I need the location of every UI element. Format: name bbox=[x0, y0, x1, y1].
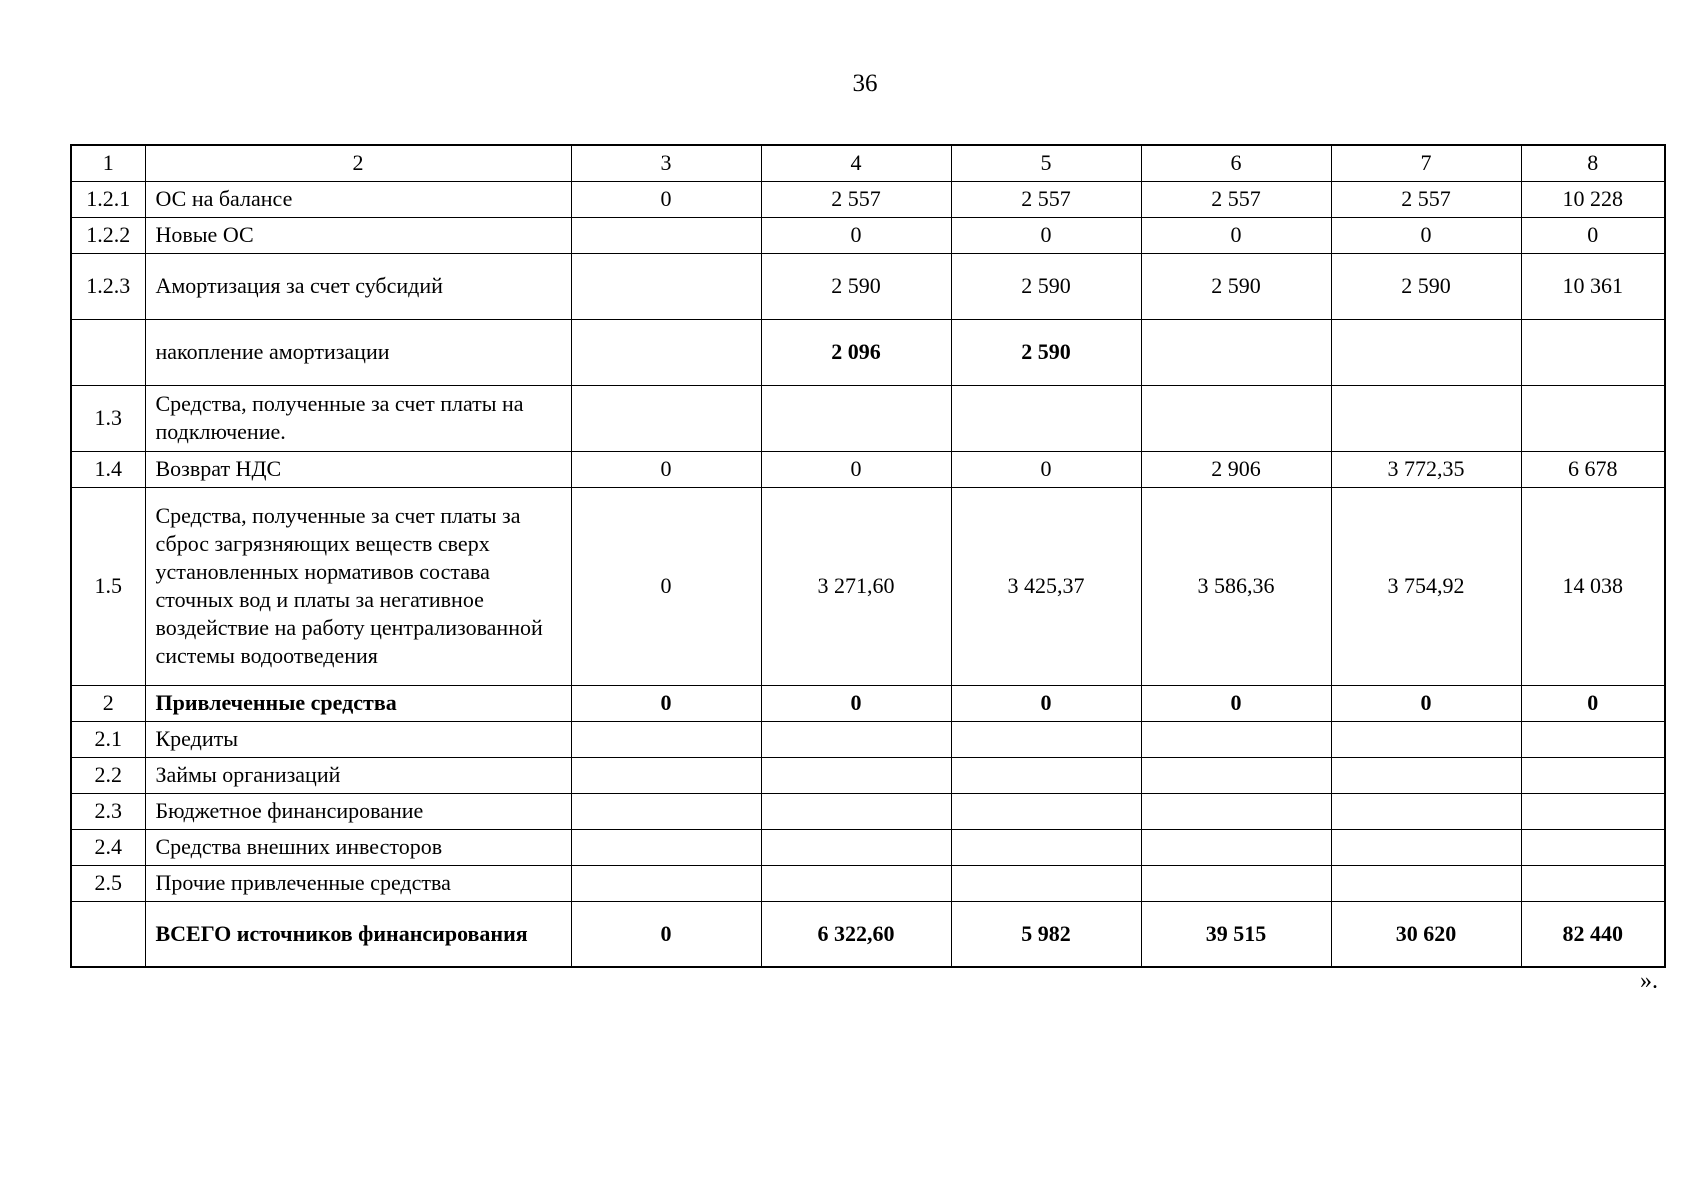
table-row bbox=[71, 829, 1665, 865]
value-cell bbox=[1141, 829, 1331, 865]
row-number: 2 bbox=[71, 685, 145, 721]
value-cell bbox=[1141, 319, 1331, 385]
row-name: Займы организаций bbox=[145, 757, 571, 793]
value-cell: 0 bbox=[761, 685, 951, 721]
financing-table bbox=[70, 144, 1666, 968]
value-cell: 0 bbox=[761, 217, 951, 253]
row-name: ВСЕГО источников финансирования bbox=[145, 901, 571, 967]
value-cell: 3 425,37 bbox=[951, 487, 1141, 685]
value-cell: 3 271,60 bbox=[761, 487, 951, 685]
value-cell: 0 bbox=[571, 451, 761, 487]
row-number bbox=[71, 901, 145, 967]
value-cell bbox=[1521, 793, 1665, 829]
row-number: 2.5 bbox=[71, 865, 145, 901]
row-name: Новые ОС bbox=[145, 217, 571, 253]
value-cell bbox=[1521, 721, 1665, 757]
value-cell: 2 590 bbox=[951, 319, 1141, 385]
row-name: ОС на балансе bbox=[145, 181, 571, 217]
value-cell bbox=[1521, 829, 1665, 865]
value-cell: 0 bbox=[571, 181, 761, 217]
table-row bbox=[71, 451, 1665, 487]
value-cell: 6 322,60 bbox=[761, 901, 951, 967]
value-cell bbox=[1141, 721, 1331, 757]
row-name: накопление амортизации bbox=[145, 319, 571, 385]
value-cell bbox=[571, 829, 761, 865]
value-cell bbox=[1331, 721, 1521, 757]
value-cell: 0 bbox=[571, 901, 761, 967]
value-cell bbox=[571, 217, 761, 253]
row-number bbox=[71, 319, 145, 385]
row-name: Прочие привлеченные средства bbox=[145, 865, 571, 901]
table-row bbox=[71, 253, 1665, 319]
table-row bbox=[71, 721, 1665, 757]
value-cell bbox=[571, 793, 761, 829]
value-cell bbox=[951, 793, 1141, 829]
value-cell bbox=[1331, 793, 1521, 829]
row-name: Амортизация за счет субсидий bbox=[145, 253, 571, 319]
value-cell: 0 bbox=[951, 217, 1141, 253]
row-number: 1.5 bbox=[71, 487, 145, 685]
value-cell bbox=[571, 385, 761, 451]
value-cell bbox=[1521, 385, 1665, 451]
header-cell: 5 bbox=[951, 145, 1141, 181]
value-cell: 10 228 bbox=[1521, 181, 1665, 217]
value-cell bbox=[761, 865, 951, 901]
row-name: Бюджетное финансирование bbox=[145, 793, 571, 829]
table-row bbox=[71, 181, 1665, 217]
row-name: Привлеченные средства bbox=[145, 685, 571, 721]
value-cell bbox=[761, 757, 951, 793]
page-number: 36 bbox=[852, 70, 878, 97]
value-cell: 10 361 bbox=[1521, 253, 1665, 319]
value-cell: 0 bbox=[571, 487, 761, 685]
row-number: 1.4 bbox=[71, 451, 145, 487]
row-name: Возврат НДС bbox=[145, 451, 571, 487]
header-cell: 8 bbox=[1521, 145, 1665, 181]
value-cell bbox=[1521, 865, 1665, 901]
value-cell: 3 586,36 bbox=[1141, 487, 1331, 685]
value-cell: 3 772,35 bbox=[1331, 451, 1521, 487]
value-cell: 39 515 bbox=[1141, 901, 1331, 967]
value-cell bbox=[1331, 865, 1521, 901]
row-number: 1.2.2 bbox=[71, 217, 145, 253]
value-cell: 2 557 bbox=[761, 181, 951, 217]
value-cell: 2 557 bbox=[1141, 181, 1331, 217]
row-number: 2.2 bbox=[71, 757, 145, 793]
table-row bbox=[71, 757, 1665, 793]
value-cell: 0 bbox=[1521, 685, 1665, 721]
value-cell bbox=[761, 793, 951, 829]
header-cell: 6 bbox=[1141, 145, 1331, 181]
value-cell bbox=[1521, 757, 1665, 793]
value-cell: 5 982 bbox=[951, 901, 1141, 967]
row-number: 1.3 bbox=[71, 385, 145, 451]
value-cell: 82 440 bbox=[1521, 901, 1665, 967]
value-cell: 30 620 bbox=[1331, 901, 1521, 967]
value-cell bbox=[761, 721, 951, 757]
value-cell bbox=[1141, 865, 1331, 901]
value-cell: 2 557 bbox=[1331, 181, 1521, 217]
value-cell: 0 bbox=[571, 685, 761, 721]
value-cell: 0 bbox=[1331, 685, 1521, 721]
table-row bbox=[71, 487, 1665, 685]
header-cell: 3 bbox=[571, 145, 761, 181]
value-cell bbox=[1331, 829, 1521, 865]
table-header-row bbox=[71, 145, 1665, 181]
row-name: Кредиты bbox=[145, 721, 571, 757]
value-cell: 2 590 bbox=[1141, 253, 1331, 319]
row-name: Средства, полученные за счет платы на подключение. bbox=[145, 385, 571, 451]
value-cell: 2 096 bbox=[761, 319, 951, 385]
row-name: Средства внешних инвесторов bbox=[145, 829, 571, 865]
value-cell: 2 590 bbox=[1331, 253, 1521, 319]
value-cell: 0 bbox=[1521, 217, 1665, 253]
header-cell: 4 bbox=[761, 145, 951, 181]
value-cell: 2 590 bbox=[951, 253, 1141, 319]
row-number: 1.2.3 bbox=[71, 253, 145, 319]
value-cell bbox=[1331, 757, 1521, 793]
table-row bbox=[71, 217, 1665, 253]
value-cell bbox=[951, 865, 1141, 901]
table-row bbox=[71, 793, 1665, 829]
value-cell bbox=[1141, 757, 1331, 793]
value-cell bbox=[951, 385, 1141, 451]
value-cell: 0 bbox=[951, 451, 1141, 487]
table-total-row bbox=[71, 901, 1665, 967]
header-cell: 7 bbox=[1331, 145, 1521, 181]
closing-quote-mark: ». bbox=[1640, 968, 1658, 994]
value-cell bbox=[1331, 319, 1521, 385]
value-cell: 0 bbox=[1331, 217, 1521, 253]
table-row bbox=[71, 865, 1665, 901]
value-cell bbox=[951, 757, 1141, 793]
value-cell: 2 590 bbox=[761, 253, 951, 319]
value-cell bbox=[761, 829, 951, 865]
value-cell bbox=[1141, 793, 1331, 829]
value-cell: 0 bbox=[1141, 685, 1331, 721]
row-number: 1.2.1 bbox=[71, 181, 145, 217]
value-cell: 0 bbox=[951, 685, 1141, 721]
value-cell bbox=[571, 319, 761, 385]
value-cell: 14 038 bbox=[1521, 487, 1665, 685]
row-number: 2.3 bbox=[71, 793, 145, 829]
value-cell bbox=[951, 829, 1141, 865]
value-cell: 0 bbox=[1141, 217, 1331, 253]
value-cell bbox=[1331, 385, 1521, 451]
value-cell bbox=[1141, 385, 1331, 451]
table-row bbox=[71, 385, 1665, 451]
value-cell bbox=[761, 385, 951, 451]
value-cell bbox=[571, 721, 761, 757]
header-cell: 2 bbox=[145, 145, 571, 181]
value-cell bbox=[1521, 319, 1665, 385]
table-row bbox=[71, 319, 1665, 385]
header-cell: 1 bbox=[71, 145, 145, 181]
value-cell bbox=[571, 253, 761, 319]
row-name: Средства, полученные за счет платы за сброс загрязняющих веществ сверх установленных нормативов состава сточных вод и платы за негативное воздействие на работу централизованной системы водоотведения bbox=[145, 487, 571, 685]
row-number: 2.4 bbox=[71, 829, 145, 865]
row-number: 2.1 bbox=[71, 721, 145, 757]
value-cell: 0 bbox=[761, 451, 951, 487]
value-cell bbox=[951, 721, 1141, 757]
value-cell: 3 754,92 bbox=[1331, 487, 1521, 685]
value-cell: 2 906 bbox=[1141, 451, 1331, 487]
table-row bbox=[71, 685, 1665, 721]
value-cell: 2 557 bbox=[951, 181, 1141, 217]
value-cell bbox=[571, 757, 761, 793]
value-cell bbox=[571, 865, 761, 901]
value-cell: 6 678 bbox=[1521, 451, 1665, 487]
